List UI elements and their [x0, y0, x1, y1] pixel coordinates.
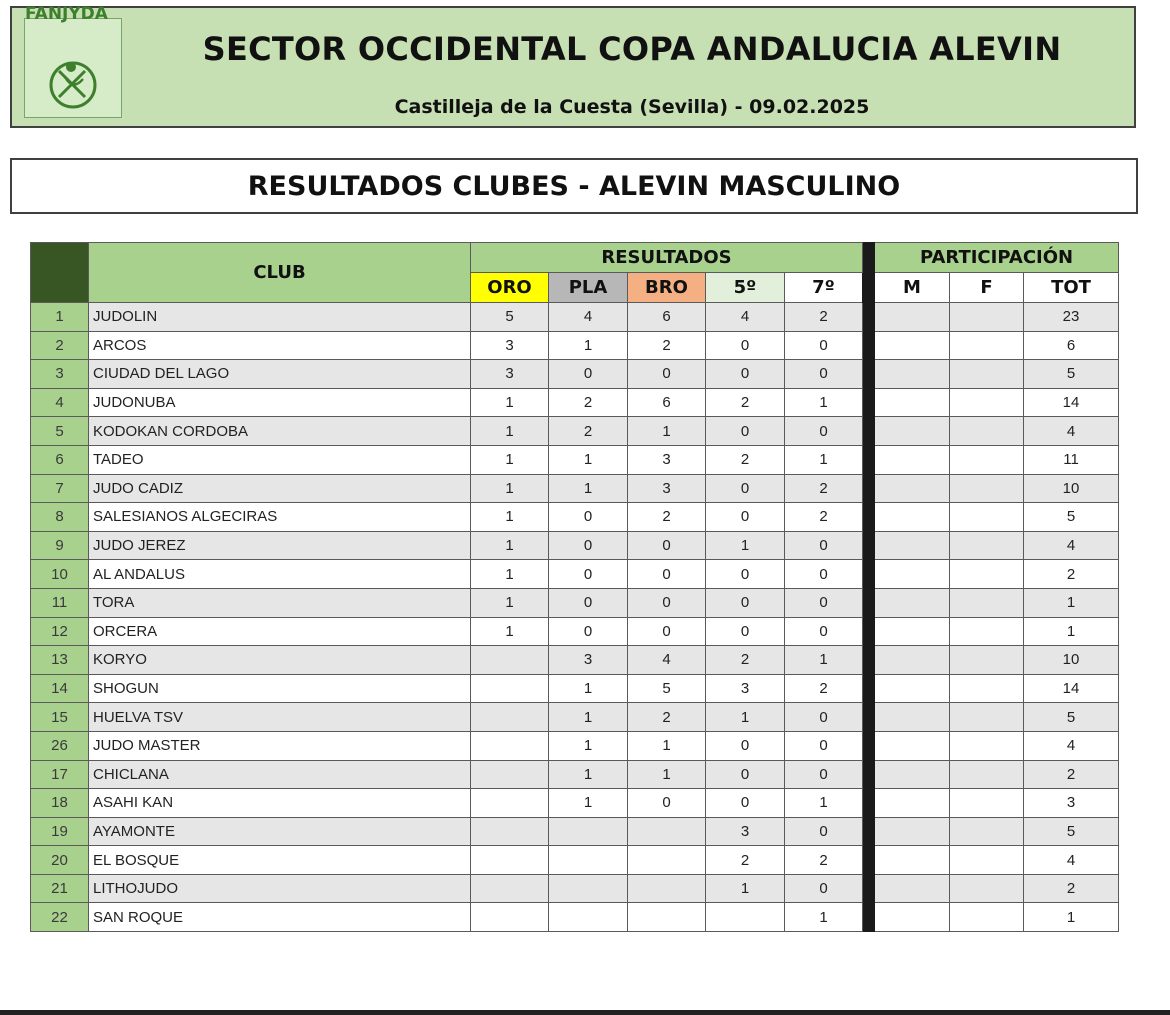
- table-row: [31, 417, 1119, 446]
- club-name: JUDONUBA: [89, 388, 471, 417]
- bro-cell: 0: [628, 617, 706, 646]
- m-cell: [875, 560, 950, 589]
- pla-header: PLA: [549, 273, 628, 303]
- column-separator: [863, 731, 875, 760]
- results-table: [30, 242, 1119, 932]
- column-separator: [863, 846, 875, 875]
- tot-cell: 11: [1024, 445, 1119, 474]
- pla-cell: [549, 903, 628, 932]
- m-cell: [875, 760, 950, 789]
- m-cell: [875, 731, 950, 760]
- c7-cell: 2: [785, 846, 863, 875]
- row-number: 6: [31, 445, 89, 474]
- c7-cell: 1: [785, 903, 863, 932]
- pla-cell: 1: [549, 674, 628, 703]
- column-separator: [863, 674, 875, 703]
- bro-cell: 0: [628, 588, 706, 617]
- club-name: ORCERA: [89, 617, 471, 646]
- c7-cell: 2: [785, 674, 863, 703]
- fifth-header: 5º: [706, 273, 785, 303]
- fanjyda-logo: [24, 4, 122, 118]
- bro-cell: [628, 817, 706, 846]
- bro-cell: 6: [628, 388, 706, 417]
- oro-cell: 1: [471, 503, 549, 532]
- pla-cell: 1: [549, 474, 628, 503]
- pla-cell: [549, 846, 628, 875]
- bro-cell: 0: [628, 789, 706, 818]
- row-number: 3: [31, 360, 89, 389]
- m-cell: [875, 674, 950, 703]
- club-name: AYAMONTE: [89, 817, 471, 846]
- c7-cell: 0: [785, 817, 863, 846]
- tot-cell: 5: [1024, 360, 1119, 389]
- tot-cell: 5: [1024, 503, 1119, 532]
- m-cell: [875, 417, 950, 446]
- f-cell: [950, 846, 1024, 875]
- c5-cell: 2: [706, 445, 785, 474]
- c5-cell: 2: [706, 388, 785, 417]
- f-cell: [950, 531, 1024, 560]
- tot-cell: 14: [1024, 388, 1119, 417]
- oro-cell: 1: [471, 445, 549, 474]
- pla-cell: [549, 817, 628, 846]
- row-number: 15: [31, 703, 89, 732]
- tot-cell: 5: [1024, 817, 1119, 846]
- oro-cell: [471, 703, 549, 732]
- bro-cell: 5: [628, 674, 706, 703]
- f-cell: [950, 789, 1024, 818]
- c7-cell: 0: [785, 874, 863, 903]
- pla-cell: 0: [549, 503, 628, 532]
- c5-cell: 3: [706, 817, 785, 846]
- row-number: 22: [31, 903, 89, 932]
- c5-cell: 0: [706, 789, 785, 818]
- bro-cell: [628, 903, 706, 932]
- m-cell: [875, 789, 950, 818]
- column-separator: [863, 874, 875, 903]
- oro-cell: [471, 674, 549, 703]
- c5-cell: 0: [706, 474, 785, 503]
- f-header: F: [950, 273, 1024, 303]
- m-cell: [875, 588, 950, 617]
- c5-cell: 2: [706, 646, 785, 675]
- table-row: [31, 846, 1119, 875]
- tot-cell: 4: [1024, 417, 1119, 446]
- pla-cell: [549, 874, 628, 903]
- column-separator: [863, 560, 875, 589]
- tot-cell: 10: [1024, 474, 1119, 503]
- row-number: 8: [31, 503, 89, 532]
- document-header: [10, 6, 1136, 128]
- tot-cell: 2: [1024, 560, 1119, 589]
- oro-cell: 1: [471, 388, 549, 417]
- column-separator: [863, 903, 875, 932]
- column-separator: [863, 789, 875, 818]
- tot-header: TOT: [1024, 273, 1119, 303]
- table-row: [31, 817, 1119, 846]
- row-number: 20: [31, 846, 89, 875]
- column-separator: [863, 703, 875, 732]
- club-name: SALESIANOS ALGECIRAS: [89, 503, 471, 532]
- tot-cell: 1: [1024, 903, 1119, 932]
- bro-cell: 1: [628, 731, 706, 760]
- c7-cell: 1: [785, 789, 863, 818]
- m-cell: [875, 703, 950, 732]
- pla-cell: 4: [549, 303, 628, 332]
- oro-cell: [471, 646, 549, 675]
- oro-cell: 1: [471, 531, 549, 560]
- m-cell: [875, 846, 950, 875]
- column-separator: [863, 388, 875, 417]
- c7-cell: 0: [785, 760, 863, 789]
- table-row: [31, 731, 1119, 760]
- m-cell: [875, 360, 950, 389]
- m-cell: [875, 303, 950, 332]
- oro-cell: [471, 874, 549, 903]
- bro-cell: 0: [628, 531, 706, 560]
- club-name: SAN ROQUE: [89, 903, 471, 932]
- f-cell: [950, 417, 1024, 446]
- row-number: 2: [31, 331, 89, 360]
- row-number: 11: [31, 588, 89, 617]
- oro-cell: [471, 846, 549, 875]
- club-name: JUDO MASTER: [89, 731, 471, 760]
- c7-cell: 0: [785, 588, 863, 617]
- tot-cell: 4: [1024, 731, 1119, 760]
- table-row: [31, 760, 1119, 789]
- tot-cell: 4: [1024, 846, 1119, 875]
- club-name: TORA: [89, 588, 471, 617]
- c7-cell: 1: [785, 445, 863, 474]
- c7-cell: 0: [785, 331, 863, 360]
- m-cell: [875, 531, 950, 560]
- tot-cell: 1: [1024, 617, 1119, 646]
- tot-cell: 3: [1024, 789, 1119, 818]
- seventh-header: 7º: [785, 273, 863, 303]
- c7-cell: 2: [785, 303, 863, 332]
- table-row: [31, 503, 1119, 532]
- club-name: KORYO: [89, 646, 471, 675]
- f-cell: [950, 817, 1024, 846]
- m-cell: [875, 388, 950, 417]
- club-name: LITHOJUDO: [89, 874, 471, 903]
- column-separator: [863, 760, 875, 789]
- row-number: 19: [31, 817, 89, 846]
- club-name: ASAHI KAN: [89, 789, 471, 818]
- f-cell: [950, 703, 1024, 732]
- club-name: JUDO CADIZ: [89, 474, 471, 503]
- column-separator: [863, 474, 875, 503]
- oro-cell: [471, 817, 549, 846]
- oro-cell: 1: [471, 588, 549, 617]
- oro-cell: [471, 731, 549, 760]
- oro-header: ORO: [471, 273, 549, 303]
- pla-cell: 2: [549, 388, 628, 417]
- oro-cell: 3: [471, 331, 549, 360]
- c5-cell: 0: [706, 417, 785, 446]
- pla-cell: 1: [549, 789, 628, 818]
- bro-cell: 2: [628, 331, 706, 360]
- table-row: [31, 703, 1119, 732]
- row-number: 7: [31, 474, 89, 503]
- row-number: 26: [31, 731, 89, 760]
- f-cell: [950, 503, 1024, 532]
- column-separator: [863, 817, 875, 846]
- bro-cell: 0: [628, 560, 706, 589]
- pla-cell: 0: [549, 531, 628, 560]
- c5-cell: 4: [706, 303, 785, 332]
- column-separator: [863, 445, 875, 474]
- f-cell: [950, 731, 1024, 760]
- fanjyda-logo-icon: [25, 4, 121, 117]
- m-cell: [875, 817, 950, 846]
- bro-cell: 3: [628, 474, 706, 503]
- m-cell: [875, 646, 950, 675]
- c5-cell: 1: [706, 531, 785, 560]
- m-header: M: [875, 273, 950, 303]
- row-number: 17: [31, 760, 89, 789]
- f-cell: [950, 360, 1024, 389]
- c7-cell: 1: [785, 646, 863, 675]
- club-name: ARCOS: [89, 331, 471, 360]
- tot-cell: 23: [1024, 303, 1119, 332]
- table-row: [31, 303, 1119, 332]
- row-number: 13: [31, 646, 89, 675]
- column-separator: [863, 588, 875, 617]
- table-row: [31, 360, 1119, 389]
- bro-cell: 2: [628, 703, 706, 732]
- page-subtitle: Castilleja de la Cuesta (Sevilla) - 09.02.2025: [394, 96, 870, 118]
- f-cell: [950, 646, 1024, 675]
- f-cell: [950, 445, 1024, 474]
- section-title: RESULTADOS CLUBES - ALEVIN MASCULINO: [247, 170, 901, 202]
- oro-cell: 5: [471, 303, 549, 332]
- bro-cell: 4: [628, 646, 706, 675]
- tot-cell: 5: [1024, 703, 1119, 732]
- f-cell: [950, 760, 1024, 789]
- c7-cell: 0: [785, 417, 863, 446]
- c5-cell: 0: [706, 503, 785, 532]
- bro-cell: 0: [628, 360, 706, 389]
- oro-cell: [471, 903, 549, 932]
- f-cell: [950, 560, 1024, 589]
- pla-cell: 1: [549, 731, 628, 760]
- table-row: [31, 560, 1119, 589]
- oro-cell: 3: [471, 360, 549, 389]
- m-cell: [875, 617, 950, 646]
- participacion-header: PARTICIPACIÓN: [875, 243, 1119, 273]
- bro-cell: 1: [628, 760, 706, 789]
- logo-text: FANJYDA: [25, 4, 108, 24]
- column-separator: [863, 417, 875, 446]
- c5-cell: 0: [706, 731, 785, 760]
- table-row: [31, 674, 1119, 703]
- c7-cell: 2: [785, 503, 863, 532]
- table-row: [31, 646, 1119, 675]
- column-separator: [863, 331, 875, 360]
- club-name: JUDO JEREZ: [89, 531, 471, 560]
- pla-cell: 1: [549, 760, 628, 789]
- c5-cell: 0: [706, 588, 785, 617]
- table-row: [31, 617, 1119, 646]
- c5-cell: 0: [706, 617, 785, 646]
- c5-cell: 0: [706, 560, 785, 589]
- club-header: CLUB: [89, 243, 471, 303]
- row-number: 12: [31, 617, 89, 646]
- pla-cell: 2: [549, 417, 628, 446]
- bro-cell: 2: [628, 503, 706, 532]
- club-name: JUDOLIN: [89, 303, 471, 332]
- bro-header: BRO: [628, 273, 706, 303]
- column-separator: [863, 503, 875, 532]
- pla-cell: 1: [549, 703, 628, 732]
- m-cell: [875, 474, 950, 503]
- column-separator: [863, 617, 875, 646]
- pla-cell: 1: [549, 331, 628, 360]
- c7-cell: 0: [785, 560, 863, 589]
- tot-cell: 4: [1024, 531, 1119, 560]
- f-cell: [950, 903, 1024, 932]
- tot-cell: 1: [1024, 588, 1119, 617]
- column-separator: [863, 303, 875, 332]
- tot-cell: 2: [1024, 760, 1119, 789]
- table-header-row-1: [31, 243, 1119, 273]
- c5-cell: 0: [706, 760, 785, 789]
- c5-cell: 0: [706, 360, 785, 389]
- tot-cell: 6: [1024, 331, 1119, 360]
- f-cell: [950, 474, 1024, 503]
- c5-cell: 1: [706, 874, 785, 903]
- f-cell: [950, 331, 1024, 360]
- tot-cell: 2: [1024, 874, 1119, 903]
- f-cell: [950, 674, 1024, 703]
- row-number: 10: [31, 560, 89, 589]
- table-row: [31, 531, 1119, 560]
- column-separator: [863, 243, 875, 303]
- resultados-header: RESULTADOS: [471, 243, 863, 273]
- table-row: [31, 588, 1119, 617]
- club-name: TADEO: [89, 445, 471, 474]
- club-name: HUELVA TSV: [89, 703, 471, 732]
- club-name: AL ANDALUS: [89, 560, 471, 589]
- m-cell: [875, 903, 950, 932]
- table-row: [31, 331, 1119, 360]
- pla-cell: 0: [549, 360, 628, 389]
- club-name: SHOGUN: [89, 674, 471, 703]
- f-cell: [950, 588, 1024, 617]
- c5-cell: 0: [706, 331, 785, 360]
- row-number: 21: [31, 874, 89, 903]
- bro-cell: [628, 846, 706, 875]
- pla-cell: 0: [549, 560, 628, 589]
- f-cell: [950, 388, 1024, 417]
- tot-cell: 14: [1024, 674, 1119, 703]
- pla-cell: 1: [549, 445, 628, 474]
- table-row: [31, 445, 1119, 474]
- row-number: 5: [31, 417, 89, 446]
- table-row: [31, 903, 1119, 932]
- c7-cell: 0: [785, 531, 863, 560]
- section-box: [10, 158, 1138, 214]
- row-number: 9: [31, 531, 89, 560]
- row-number: 14: [31, 674, 89, 703]
- bottom-rule: [0, 1010, 1170, 1015]
- table-row: [31, 789, 1119, 818]
- f-cell: [950, 303, 1024, 332]
- c5-cell: 2: [706, 846, 785, 875]
- c7-cell: 1: [785, 388, 863, 417]
- club-name: KODOKAN CORDOBA: [89, 417, 471, 446]
- c5-cell: 1: [706, 703, 785, 732]
- pla-cell: 0: [549, 617, 628, 646]
- c7-cell: 0: [785, 731, 863, 760]
- column-separator: [863, 531, 875, 560]
- pla-cell: 3: [549, 646, 628, 675]
- oro-cell: 1: [471, 474, 549, 503]
- club-name: EL BOSQUE: [89, 846, 471, 875]
- bro-cell: 6: [628, 303, 706, 332]
- oro-cell: 1: [471, 560, 549, 589]
- c7-cell: 2: [785, 474, 863, 503]
- f-cell: [950, 617, 1024, 646]
- bro-cell: 3: [628, 445, 706, 474]
- oro-cell: 1: [471, 417, 549, 446]
- oro-cell: [471, 760, 549, 789]
- club-name: CHICLANA: [89, 760, 471, 789]
- oro-cell: [471, 789, 549, 818]
- corner-cell: [31, 243, 89, 303]
- table-row: [31, 388, 1119, 417]
- m-cell: [875, 445, 950, 474]
- bro-cell: 1: [628, 417, 706, 446]
- m-cell: [875, 331, 950, 360]
- pla-cell: 0: [549, 588, 628, 617]
- table-row: [31, 474, 1119, 503]
- c5-cell: [706, 903, 785, 932]
- row-number: 4: [31, 388, 89, 417]
- bro-cell: [628, 874, 706, 903]
- column-separator: [863, 646, 875, 675]
- page-title: SECTOR OCCIDENTAL COPA ANDALUCIA ALEVIN: [202, 30, 1062, 68]
- club-name: CIUDAD DEL LAGO: [89, 360, 471, 389]
- oro-cell: 1: [471, 617, 549, 646]
- m-cell: [875, 503, 950, 532]
- column-separator: [863, 360, 875, 389]
- row-number: 18: [31, 789, 89, 818]
- f-cell: [950, 874, 1024, 903]
- c7-cell: 0: [785, 360, 863, 389]
- tot-cell: 10: [1024, 646, 1119, 675]
- table-row: [31, 874, 1119, 903]
- row-number: 1: [31, 303, 89, 332]
- c7-cell: 0: [785, 703, 863, 732]
- c5-cell: 3: [706, 674, 785, 703]
- c7-cell: 0: [785, 617, 863, 646]
- m-cell: [875, 874, 950, 903]
